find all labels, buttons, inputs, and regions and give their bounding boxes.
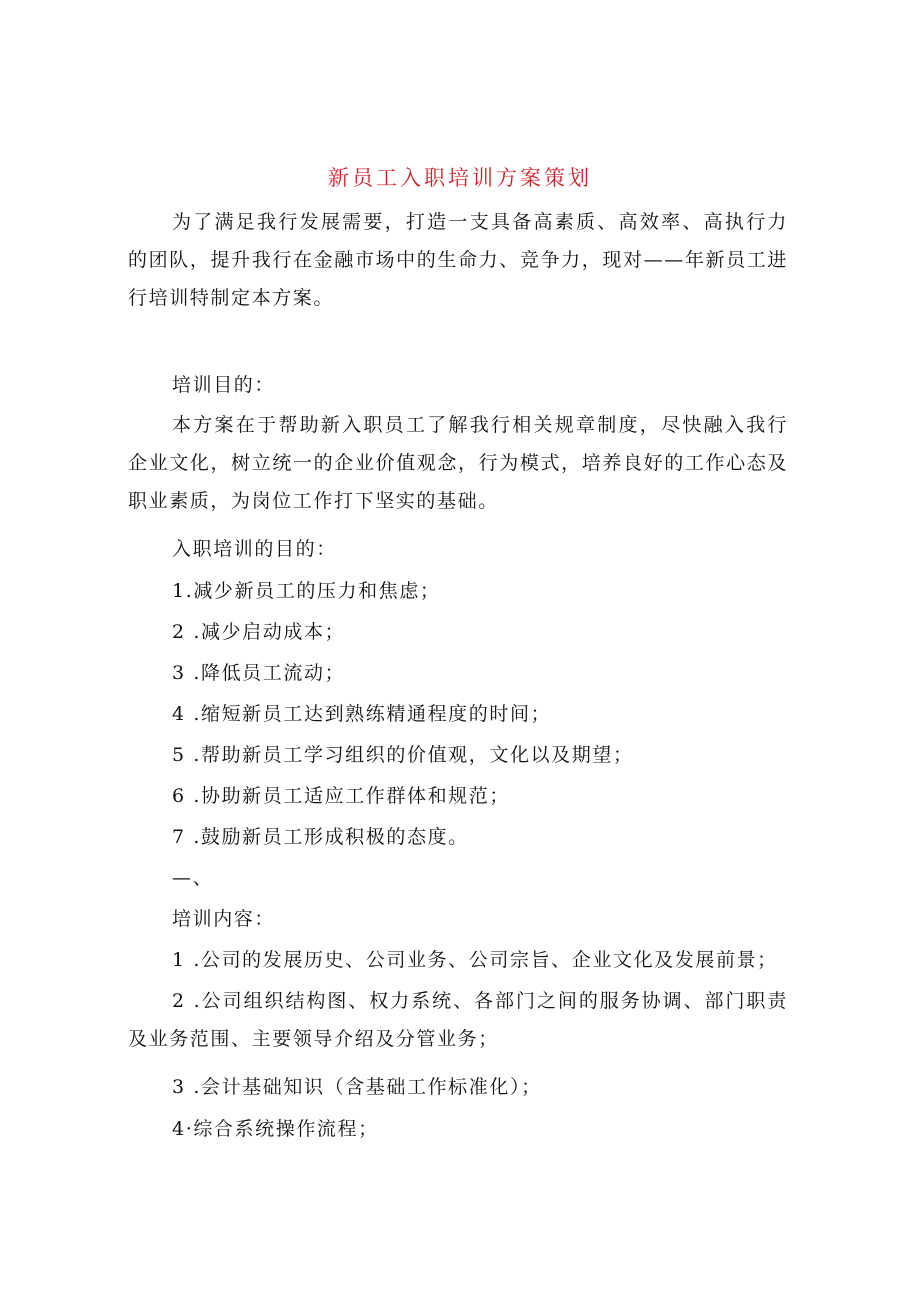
onboarding-item: 6 .协助新员工适应工作群体和规范； xyxy=(172,785,510,807)
onboarding-item: 1.减少新员工的压力和焦虑； xyxy=(172,580,441,602)
purpose-heading: 培训目的： xyxy=(172,374,276,396)
onboarding-item: 3 .降低员工流动； xyxy=(172,662,346,684)
content-item: 2 .公司组织结构图、权力系统、各部门之间的服务协调、部门职责及业务范围、主要领导介绍及分管业务； xyxy=(128,990,788,1050)
content-item: 3 .会计基础知识（含基础工作标准化）； xyxy=(172,1076,542,1098)
document-title: 新员工入职培训方案策划 xyxy=(328,166,592,190)
onboarding-item: 5 .帮助新员工学习组织的价值观，文化以及期望； xyxy=(172,744,634,766)
section-mark: —、 xyxy=(172,867,214,889)
content-item: 4·综合系统操作流程； xyxy=(172,1118,379,1140)
content-heading: 培训内容： xyxy=(172,908,276,930)
onboarding-item: 4 .缩短新员工达到熟练精通程度的时间； xyxy=(172,703,552,725)
purpose-paragraph: 本方案在于帮助新入职员工了解我行相关规章制度，尽快融入我行企业文化，树立统一的企业价值观念，行为模式，培养良好的工作心态及职业素质，为岗位工作打下坚实的基础。 xyxy=(128,414,788,512)
intro-paragraph: 为了满足我行发展需要，打造一支具备高素质、高效率、高执行力的团队，提升我行在金融市场中的生命力、竞争力，现对——年新员工进行培训特制定本方案。 xyxy=(128,211,788,309)
onboarding-heading: 入职培训的目的： xyxy=(172,538,337,560)
onboarding-item: 2 .减少启动成本； xyxy=(172,621,346,643)
onboarding-item: 7 .鼓励新员工形成积极的态度。 xyxy=(172,826,469,848)
content-item: 1 .公司的发展历史、公司业务、公司宗旨、企业文化及发展前景； xyxy=(172,949,778,971)
